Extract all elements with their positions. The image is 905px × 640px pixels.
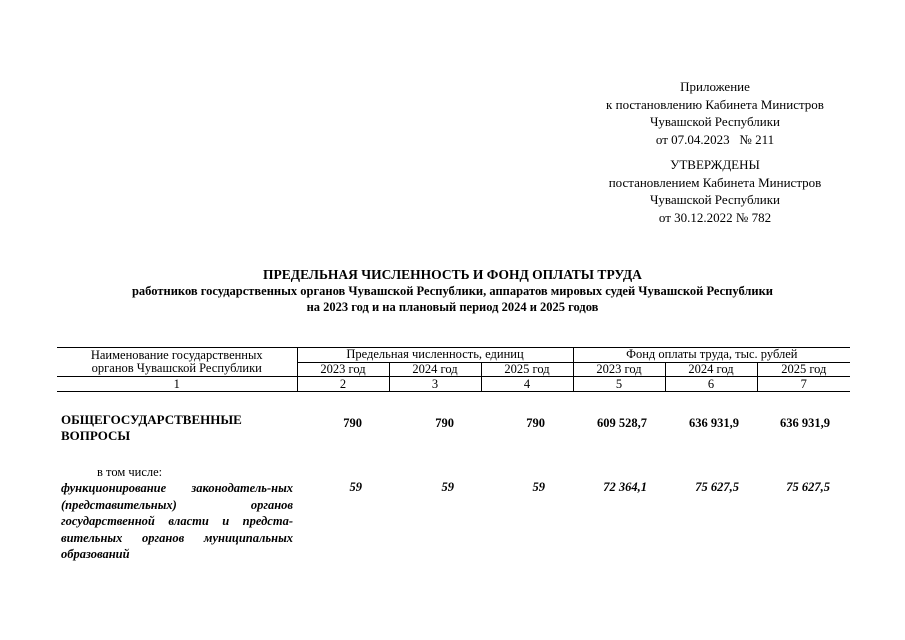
appendix-line: от 07.04.2023 № 211 [655, 131, 775, 147]
column-header-year: 2025 год [481, 362, 573, 377]
column-header-name [57, 348, 297, 377]
column-number: 4 [481, 377, 573, 392]
appendix-line: Чувашской Республики [649, 114, 781, 129]
row-value: 59 [532, 480, 545, 494]
title-line-3: на 2023 год и на плановый период 2024 и 2025 годов [306, 300, 599, 314]
column-number: 2 [297, 377, 389, 392]
appendix-line: к постановлению Кабинета Министров [606, 96, 824, 112]
column-number: 3 [389, 377, 481, 392]
row-value: 790 [526, 416, 545, 430]
row-value: 59 [349, 480, 362, 494]
approved-line: от 30.12.2022 № 782 [658, 209, 772, 225]
row-value: 790 [343, 416, 362, 430]
row-value: 75 627,5 [786, 480, 830, 494]
row-value: 636 931,9 [780, 416, 830, 430]
appendix-line: Приложение [680, 79, 750, 94]
title-line-2: работников государственных органов Чувашской Республики, аппаратов мировых судей Чувашской Республики [131, 284, 774, 298]
row-name: функционирование законодатель-ных (представительных) органов государственной власти и предста-вительных органов муниципальных образований [61, 481, 293, 561]
row-value: 75 627,5 [695, 480, 739, 494]
column-number: 5 [573, 377, 665, 392]
table-body [57, 412, 850, 452]
column-header-year: 2025 год [757, 362, 850, 377]
document-title [40, 266, 865, 315]
column-group-headcount: Предельная численность, единиц [297, 348, 573, 363]
subitem-prefix: в том числе: [97, 465, 163, 479]
column-header-year: 2023 год [573, 362, 665, 377]
appendix-block [590, 78, 840, 148]
approved-line: постановлением Кабинета Министров [608, 174, 822, 190]
row-value: 609 528,7 [597, 416, 647, 430]
column-number: 1 [57, 377, 297, 392]
column-number: 7 [757, 377, 850, 392]
approved-line: УТВЕРЖДЕНЫ [670, 157, 760, 172]
column-header-name-line-1: Наименование государственных [90, 347, 263, 362]
row-value: 59 [441, 480, 454, 494]
column-group-payroll: Фонд оплаты труда, тыс. рублей [573, 348, 850, 363]
approved-line: Чувашской Республики [649, 192, 781, 207]
column-header-name-line-2: органов Чувашской Республики [91, 361, 262, 375]
row-value: 790 [435, 416, 454, 430]
title-line-1: ПРЕДЕЛЬНАЯ ЧИСЛЕННОСТЬ И ФОНД ОПЛАТЫ ТРУДА [263, 267, 642, 282]
column-number: 6 [665, 377, 757, 392]
table-header [57, 347, 850, 392]
table-row [57, 412, 850, 452]
column-header-year: 2024 год [389, 362, 481, 377]
row-value: 72 364,1 [603, 480, 647, 494]
row-value: 636 931,9 [689, 416, 739, 430]
approved-block [590, 156, 840, 226]
row-name: ОБЩЕГОСУДАРСТВЕННЫЕ ВОПРОСЫ [61, 412, 242, 443]
column-header-year: 2024 год [665, 362, 757, 377]
column-header-year: 2023 год [297, 362, 389, 377]
